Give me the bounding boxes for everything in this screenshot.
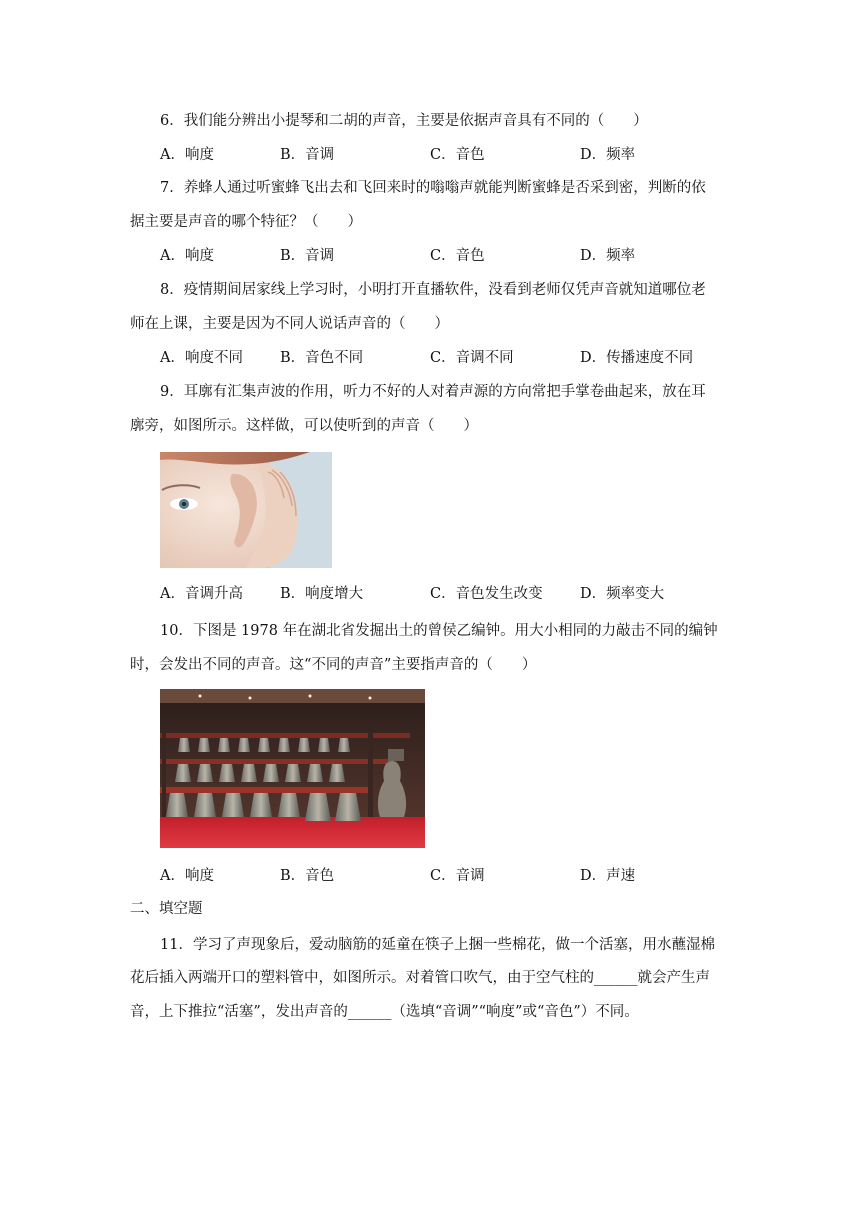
question-10-stem-cont: 时，会发出不同的声音。这“不同的声音”主要指声音的（ ） bbox=[130, 657, 537, 673]
option-d: D．频率 bbox=[580, 147, 636, 163]
question-9-stem-cont: 廓旁，如图所示。这样做，可以使听到的声音（ ） bbox=[130, 418, 478, 434]
question-11-stem: 11．学习了声现象后，爱动脑筋的延童在筷子上捆一些棉花，做一个活塞，用水蘸湿棉 bbox=[160, 937, 715, 953]
option-b: B．音色 bbox=[280, 868, 335, 884]
question-8-stem: 8．疫情期间居家线上学习时，小明打开直播软件，没看到老师仅凭声音就知道哪位老 bbox=[160, 282, 706, 298]
option-d: D．频率变大 bbox=[580, 586, 665, 602]
question-8-stem-cont: 师在上课，主要是因为不同人说话声音的（ ） bbox=[130, 316, 449, 332]
option-a: A．响度 bbox=[160, 868, 214, 884]
question-6-stem: 6．我们能分辨出小提琴和二胡的声音，主要是依据声音具有不同的（ ） bbox=[160, 113, 648, 129]
option-c: C．音调 bbox=[430, 868, 485, 884]
question-11-stem-cont-2: 音，上下推拉“活塞”，发出声音的______（选填“音调”“响度”或“音色”）不同。 bbox=[130, 1004, 639, 1020]
option-a: A．音调升高 bbox=[160, 586, 243, 602]
option-d: D．频率 bbox=[580, 248, 636, 264]
section-heading-fill-in: 二、填空题 bbox=[130, 901, 203, 917]
question-9-options bbox=[160, 583, 760, 605]
option-b: B．音调 bbox=[280, 248, 335, 264]
question-11-stem-cont: 花后插入两端开口的塑料管中，如图所示。对着管口吹气，由于空气柱的______就会产生声 bbox=[130, 970, 710, 986]
option-d: D．传播速度不同 bbox=[580, 350, 694, 366]
question-6-options bbox=[160, 144, 760, 166]
option-c: C．音色发生改变 bbox=[430, 586, 543, 602]
question-7-stem: 7．养蜂人通过听蜜蜂飞出去和飞回来时的嗡嗡声就能判断蜜蜂是否采到密，判断的依 bbox=[160, 180, 706, 196]
option-a: A．响度不同 bbox=[160, 350, 243, 366]
question-10-options bbox=[160, 865, 760, 887]
option-a: A．响度 bbox=[160, 147, 214, 163]
option-b: B．响度增大 bbox=[280, 586, 364, 602]
option-d: D．声速 bbox=[580, 868, 636, 884]
question-8-options bbox=[160, 347, 760, 369]
question-10-stem: 10．下图是 1978 年在湖北省发掘出土的曾侯乙编钟。用大小相同的力敲击不同的编钟 bbox=[160, 623, 718, 639]
option-c: C．音色 bbox=[430, 147, 485, 163]
question-9-stem: 9．耳廓有汇集声波的作用，听力不好的人对着声源的方向常把手掌卷曲起来，放在耳 bbox=[160, 384, 706, 400]
bianzhong-bells-image bbox=[160, 689, 425, 848]
question-7-stem-cont: 据主要是声音的哪个特征？（ ） bbox=[130, 214, 362, 230]
option-b: B．音调 bbox=[280, 147, 335, 163]
ear-cupped-hand-image bbox=[160, 452, 332, 568]
option-c: C．音调不同 bbox=[430, 350, 514, 366]
option-c: C．音色 bbox=[430, 248, 485, 264]
question-7-options bbox=[160, 245, 760, 267]
option-a: A．响度 bbox=[160, 248, 214, 264]
option-b: B．音色不同 bbox=[280, 350, 364, 366]
